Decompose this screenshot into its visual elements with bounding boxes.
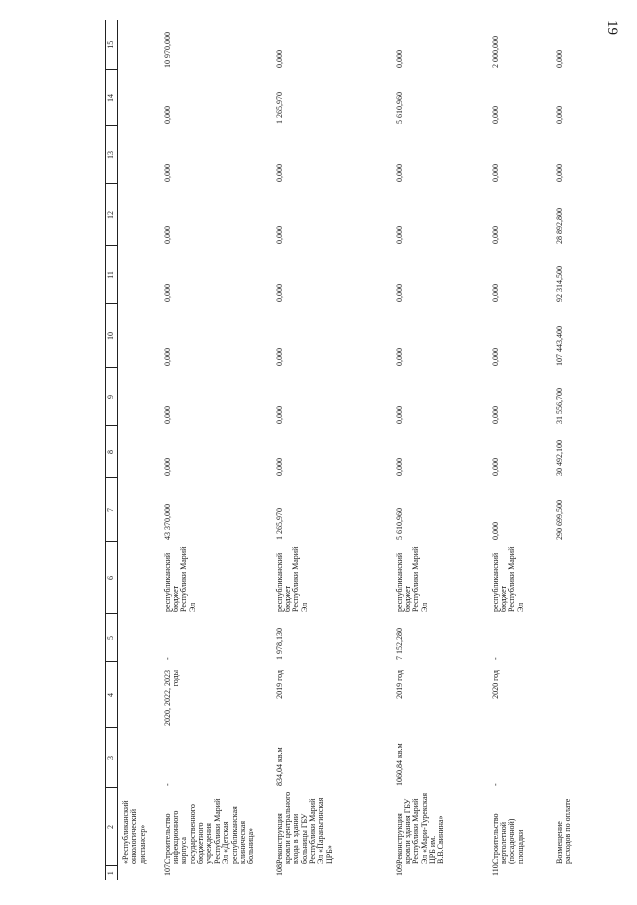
value-cell: 0,000 (490, 226, 500, 244)
object-name-cell: «Республиканский онкологический диспансер» (121, 800, 147, 864)
object-name-cell: Реконструкция кровли здания ГБУ Республики Марий Эл «Мари-Турекская ЦРБ им. В.В.Свинина» (394, 792, 446, 864)
header-row (106, 20, 118, 880)
value-cell: 834,04 кв.м (274, 747, 284, 786)
value-cell: 7 152,280 (394, 628, 404, 660)
header-cell: 14 (106, 70, 118, 126)
value-cell (118, 184, 160, 246)
value-cell: республиканский бюджет Республики Марий Эл (394, 546, 429, 612)
value-cell: 0,000 (490, 284, 500, 302)
value-cell: 0,000 (162, 226, 172, 244)
value-cell: 0,000 (490, 348, 500, 366)
value-cell: 5 610,960 (394, 508, 404, 540)
row-number-cell: 107. (162, 862, 172, 876)
value-cell: 0,000 (274, 284, 284, 302)
header-cell: 13 (106, 126, 118, 184)
value-cell (118, 20, 160, 70)
header-cell: 1 (106, 866, 118, 880)
value-cell: 0,000 (394, 406, 404, 424)
table-row (488, 20, 552, 880)
value-cell: 0,000 (274, 226, 284, 244)
value-cell (118, 542, 160, 614)
value-cell: 0,000 (394, 164, 404, 182)
value-cell: 0,000 (274, 458, 284, 476)
header-cell: 11 (106, 246, 118, 304)
value-cell: 290 699,500 (554, 500, 564, 540)
header-cell: 12 (106, 184, 118, 246)
value-cell: республиканский бюджет Республики Марий Эл (274, 546, 309, 612)
value-cell (118, 304, 160, 368)
value-cell: 0,000 (274, 348, 284, 366)
value-cell (552, 662, 592, 728)
value-cell: 0,000 (162, 164, 172, 182)
value-cell: 0,000 (162, 106, 172, 124)
header-cell: 7 (106, 478, 118, 542)
value-cell: - (490, 657, 500, 660)
rotated-page (105, 20, 637, 880)
value-cell: 0,000 (394, 284, 404, 302)
value-cell: 0,000 (394, 226, 404, 244)
table-row (552, 20, 592, 880)
value-cell: 0,000 (274, 406, 284, 424)
value-cell (118, 426, 160, 478)
row-number-cell: 109. (394, 862, 404, 876)
value-cell: 10 970,000 (162, 32, 172, 68)
value-cell: 1060,84 кв.м (394, 743, 404, 786)
object-name-cell: Строительство инфекционного корпуса государственного бюджетного учреждения Республики Марий Эл «Детская республиканская клиническая больница» (162, 798, 256, 864)
header-cell: 10 (106, 304, 118, 368)
header-cell: 5 (106, 614, 118, 662)
value-cell: 2 000,000 (490, 36, 500, 68)
object-name-cell: Строительство вертолетной (посадочной) площадки (490, 813, 525, 864)
value-cell: 0,000 (162, 348, 172, 366)
header-cell: 2 (106, 788, 118, 866)
value-cell: 1 265,970 (274, 92, 284, 124)
row-number-cell: 108. (274, 862, 284, 876)
object-name-cell: Реконструкция кровли центрального входа в здании больницы ГБУ Республики Марий Эл «Параньгинская ЦРБ» (274, 791, 334, 864)
value-cell (552, 728, 592, 788)
table-row (160, 20, 272, 880)
value-cell (118, 728, 160, 788)
value-cell: 0,000 (274, 164, 284, 182)
value-cell: 0,000 (490, 522, 500, 540)
value-cell: 0,000 (162, 284, 172, 302)
value-cell: 0,000 (274, 50, 284, 68)
value-cell (552, 542, 592, 614)
value-cell: 31 556,700 (554, 388, 564, 424)
value-cell (118, 126, 160, 184)
value-cell: 107 443,400 (554, 326, 564, 366)
header-cell: 9 (106, 368, 118, 426)
value-cell: 0,000 (554, 164, 564, 182)
value-cell (118, 246, 160, 304)
value-cell: 0,000 (490, 106, 500, 124)
table-row (392, 20, 488, 880)
table-row (272, 20, 392, 880)
value-cell: 0,000 (490, 458, 500, 476)
value-cell (118, 614, 160, 662)
value-cell: 28 892,800 (554, 208, 564, 244)
header-cell: 8 (106, 426, 118, 478)
value-cell: 5 610,960 (394, 92, 404, 124)
value-cell: республиканский бюджет Республики Марий Эл (490, 546, 525, 612)
value-cell: 0,000 (162, 406, 172, 424)
row-number-cell (552, 866, 592, 880)
row-number-cell: 110. (490, 862, 500, 876)
object-name-cell: Возмещение расходов по оплате (554, 798, 572, 864)
value-cell: 0,000 (554, 50, 564, 68)
value-cell: 0,000 (490, 406, 500, 424)
value-cell: 2020 год (490, 670, 500, 699)
header-cell: 6 (106, 542, 118, 614)
value-cell: 0,000 (162, 458, 172, 476)
value-cell: 43 370,000 (162, 504, 172, 540)
value-cell (552, 614, 592, 662)
value-cell: - (162, 783, 172, 786)
header-cell: 15 (106, 20, 118, 70)
value-cell: - (162, 657, 172, 660)
table-row (118, 20, 160, 880)
value-cell: республиканский бюджет Республики Марий Эл (162, 546, 197, 612)
value-cell: 0,000 (490, 164, 500, 182)
value-cell: 2020, 2022, 2023 годы (162, 670, 180, 726)
value-cell (118, 70, 160, 126)
value-cell: 30 492,100 (554, 440, 564, 476)
value-cell: 0,000 (554, 106, 564, 124)
value-cell (118, 662, 160, 728)
value-cell: - (490, 783, 500, 786)
header-cell: 4 (106, 662, 118, 728)
value-cell: 2019 год (394, 670, 404, 699)
value-cell: 0,000 (394, 458, 404, 476)
page-number: 19 (604, 20, 620, 35)
value-cell (118, 478, 160, 542)
value-cell: 0,000 (394, 50, 404, 68)
value-cell: 1 265,970 (274, 508, 284, 540)
value-cell: 2019 год (274, 670, 284, 699)
value-cell: 92 314,500 (554, 266, 564, 302)
row-number-cell (118, 866, 160, 880)
budget-table (105, 20, 592, 880)
value-cell (118, 368, 160, 426)
value-cell: 0,000 (394, 348, 404, 366)
value-cell: 1 978,130 (274, 628, 284, 660)
header-cell: 3 (106, 728, 118, 788)
